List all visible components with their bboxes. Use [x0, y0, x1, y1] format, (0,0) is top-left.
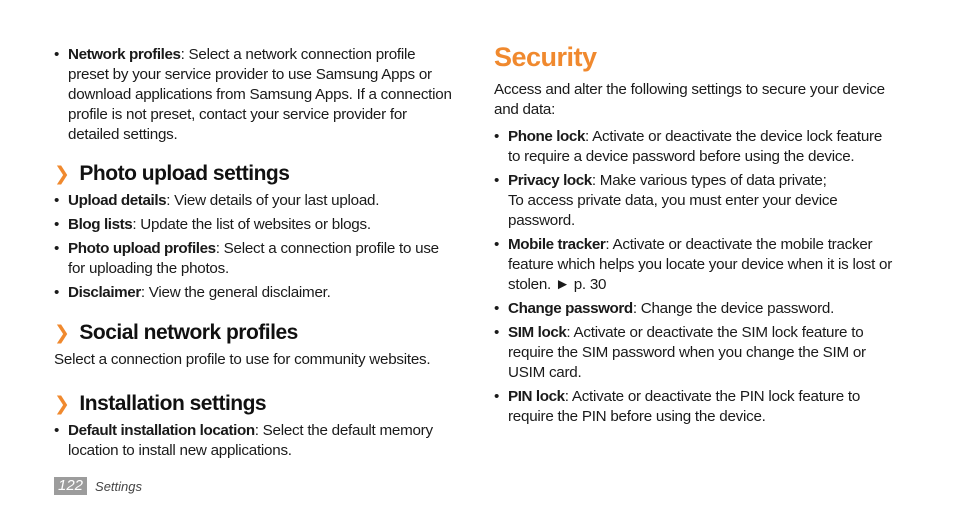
page-footer: [54, 476, 142, 496]
chevron-right-icon: ❯: [54, 394, 70, 415]
item-desc: : Update the list of websites or blogs.: [132, 216, 371, 233]
heading-text: Installation settings: [79, 392, 267, 415]
item-desc: : Make various types of data private;: [591, 172, 827, 189]
item-term: PIN lock: [508, 388, 565, 405]
item-desc: : Select a connection profile to use for uploading the photos.: [68, 240, 439, 277]
social-network-text: Select a connection profile to use for community websites.: [54, 351, 431, 368]
heading-text: Social network profiles: [79, 321, 298, 344]
list-item: [54, 239, 454, 279]
page-number: 122: [54, 477, 87, 495]
bullet: •: [54, 46, 60, 63]
list-item: [494, 171, 896, 231]
item-term: Change password: [508, 300, 633, 317]
photo-upload-list: [54, 191, 454, 303]
list-item: [494, 323, 896, 383]
item-term: Default installation location: [68, 422, 255, 439]
security-list: [494, 127, 896, 427]
item-desc: : Activate or deactivate the SIM lock feature to require the SIM password when you change the SIM or USIM card.: [508, 324, 866, 381]
bullet: •: [54, 216, 60, 233]
installation-heading: [54, 392, 266, 416]
item-term: Phone lock: [508, 128, 586, 145]
list-item: [54, 191, 454, 211]
bullet: •: [494, 236, 500, 253]
item-desc: : View the general disclaimer.: [140, 284, 331, 301]
item-desc-continued: To access private data, you must enter your device password.: [508, 192, 838, 229]
social-network-heading: [54, 321, 298, 345]
item-term: Disclaimer: [68, 284, 141, 301]
item-desc: : Select a network connection profile preset by your service provider to use Samsung Apps or download applications from Samsung Apps. If a connection profile is not preset, contact your service provider for detailed settings.: [68, 46, 452, 143]
item-desc: : Activate or deactivate the mobile tracker feature which helps you locate your device when it is lost or stolen. ► p. 30: [508, 236, 893, 293]
bullet: •: [54, 284, 60, 301]
item-term: Mobile tracker: [508, 236, 606, 253]
list-item: [54, 283, 454, 303]
bullet: •: [54, 192, 60, 209]
heading-text: Photo upload settings: [79, 162, 290, 185]
item-term: Upload details: [68, 192, 167, 209]
list-item: [54, 45, 454, 145]
list-item: [494, 235, 896, 295]
bullet: •: [54, 240, 60, 257]
item-desc: : Activate or deactivate the PIN lock feature to require the PIN before using the device.: [508, 388, 861, 425]
item-term: Privacy lock: [508, 172, 592, 189]
list-item: [494, 387, 896, 427]
bullet: •: [494, 172, 500, 189]
bullet: •: [54, 422, 60, 439]
security-intro: Access and alter the following settings to secure your device and data:: [494, 81, 885, 118]
item-desc: : Select the default memory location to install new applications.: [68, 422, 433, 459]
page-title: Security: [494, 42, 597, 72]
list-item: [54, 215, 454, 235]
list-item: [494, 127, 896, 167]
item-desc: : Activate or deactivate the device lock feature to require a device password before using the device.: [508, 128, 883, 165]
chevron-right-icon: ❯: [54, 323, 70, 344]
bullet: •: [494, 324, 500, 341]
network-profiles-list: [54, 45, 454, 145]
bullet: •: [494, 300, 500, 317]
item-desc: : Change the device password.: [632, 300, 835, 317]
list-item: [494, 299, 896, 319]
installation-list: [54, 421, 454, 461]
item-term: Blog lists: [68, 216, 133, 233]
list-item: [54, 421, 454, 461]
chevron-right-icon: ❯: [54, 164, 70, 185]
item-term: Photo upload profiles: [68, 240, 216, 257]
photo-upload-heading: [54, 162, 289, 186]
footer-section-label: Settings: [95, 478, 143, 494]
item-term: SIM lock: [508, 324, 567, 341]
bullet: •: [494, 388, 500, 405]
item-term: Network profiles: [68, 46, 181, 63]
bullet: •: [494, 128, 500, 145]
item-desc: : View details of your last upload.: [166, 192, 380, 209]
